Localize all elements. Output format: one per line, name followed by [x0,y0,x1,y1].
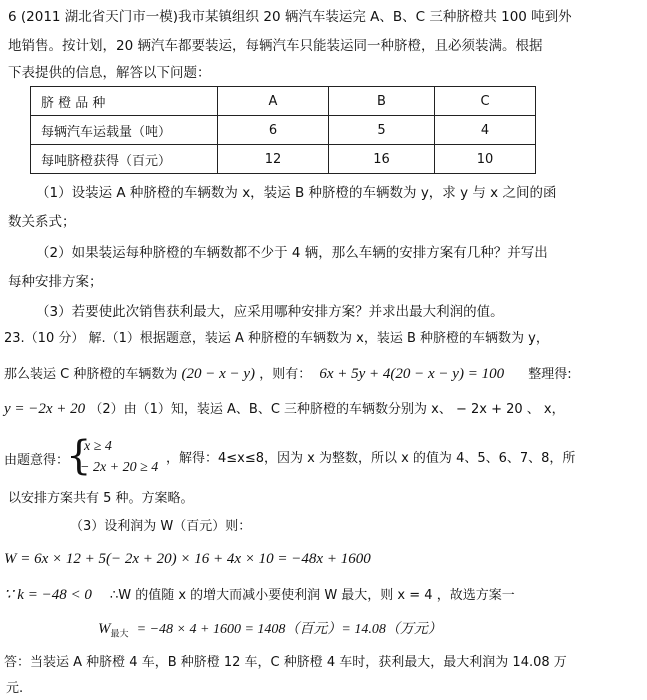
solution-line-5: 以安排方案共有 5 种。方案略。 [8,491,194,506]
problem-line-2: 地销售。按计划，20 辆汽车都要装运，每辆汽车只能装运同一种脐橙，且必须装满。根据 [8,38,543,54]
inequality-1: x ≥ 4 [84,439,112,454]
question-1-line-1: （1）设装运 A 种脐橙的车辆数为 x，装运 B 种脐橙的车辆数为 y，求 y 与 x 之间的函 [36,185,557,201]
math-equation: = −48 × 4 + 1600 = 1408（百元）= 14.08（万元） [136,622,442,637]
info-table [30,86,536,174]
answer-line-2: 元. [6,681,24,696]
math-expression: (20 − x − y) [181,366,256,382]
table-cell: 每辆汽车运载量（吨） [31,116,218,145]
table-header-cell: C [435,87,536,116]
table-cell: 10 [435,145,536,174]
table-row [31,116,536,145]
solution-line-9 [98,620,442,644]
table-header-cell: B [329,87,435,116]
profit-equation: W = 6x × 12 + 5(− 2x + 20) × 16 + 4x × 10 = −48x + 1600 [4,551,371,567]
question-3-line-1: （3）若要使此次销售获利最大，应采用哪种安排方案？并求出最大利润的值。 [36,304,504,320]
table-cell: 5 [329,116,435,145]
solution-line-3 [4,400,565,419]
solution-line-1: 23.（10 分） 解.（1）根据题意，装运 A 种脐橙的车辆数为 x，装运 B 种脐橙的车辆数为 y， [4,331,549,346]
solution-line-4: ，解得：4≤x≤8，因为 x 为整数，所以 x 的值为 4、5、6、7、8，所 [166,451,576,466]
solution-line-8 [4,586,515,605]
table-header-row [31,87,536,116]
w-max-subscript: 最大 [110,629,129,640]
math-equation: 6x + 5y + 4(20 − x − y) = 100 [319,366,505,382]
answer-line-1: 答：当装运 A 种脐橙 4 车，B 种脐橙 12 车，C 种脐橙 4 车时，获利最大，最大利润为 14.08 万 [4,655,567,670]
math-expression: ∵ k = −48 < 0 [4,587,92,603]
table-header-cell: 脐 橙 品 种 [31,87,218,116]
solution-text: （2）由（1）知，装运 A、B、C 三种脐橙的车辆数分别为 x、 − 2x + 20 、 x， [89,402,565,417]
table-row [31,145,536,174]
question-2-line-1: （2）如果装运每种脐橙的车辆数都不少于 4 辆，那么车辆的安排方案有几种？并写出 [36,245,548,261]
table-cell: 16 [329,145,435,174]
table-header-cell: A [218,87,329,116]
w-max-symbol: W [98,621,111,637]
table-cell: 4 [435,116,536,145]
table-cell: 6 [218,116,329,145]
solution-line-2 [4,365,572,384]
solution-text: ∴W 的值随 x 的增大而减小要使利润 W 最大，则 x = 4 ，故选方案一 [109,588,515,603]
solution-text: 整理得: [528,367,572,382]
question-2-line-2: 每种安排方案； [8,274,103,290]
solution-text: ，则有： [259,367,312,382]
solution-label: 由题意得： [4,453,70,468]
question-1-line-2: 数关系式； [8,214,76,230]
left-brace-icon: { [66,433,92,479]
problem-line-3: 下表提供的信息，解答以下问题： [8,65,211,81]
table-cell: 每吨脐橙获得（百元） [31,145,218,174]
math-equation: y = −2x + 20 [4,401,86,417]
solution-line-6: （3）设利润为 W（百元）则： [70,519,252,534]
table-cell: 12 [218,145,329,174]
problem-line-1: 6 (2011 湖北省天门市一模)我市某镇组织 20 辆汽车装运完 A、B、C 三种脐橙共 100 吨到外 [8,9,572,25]
solution-text: 那么装运 C 种脐橙的车辆数为 [4,367,178,382]
inequality-2: − 2x + 20 ≥ 4 [80,460,159,475]
